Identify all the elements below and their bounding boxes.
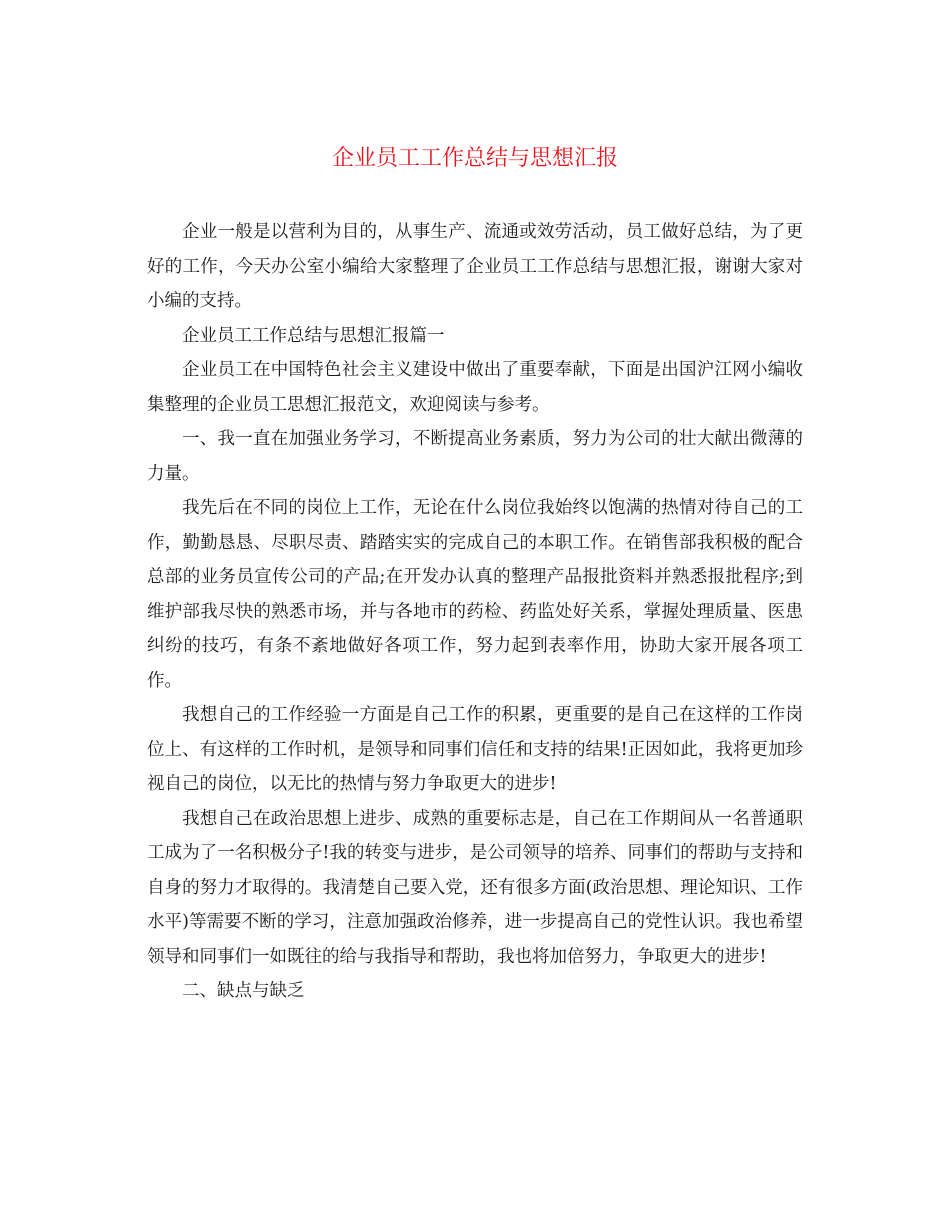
paragraph-intro: 企业一般是以营利为目的，从事生产、流通或效劳活动，员工做好总结，为了更好的工作，今天办公室小编给大家整理了企业员工工作总结与思想汇报，谢谢大家对小编的支持。 <box>147 222 803 311</box>
paragraph-work-experience: 我先后在不同的岗位上工作，无论在什么岗位我始终以饱满的热情对待自己的工作，勤勤恳恳、尽职尽责、踏踏实实的完成自己的本职工作。在销售部我积极的配合总部的业务员宣传公司的产品;在开发办认真的整理产品报批资料并熟悉报批程序;到维护部我尽快的熟悉市场，并与各地市的药检、药监处好关系，掌握处理质量、医患纠纷的技巧，有条不紊地做好各项工作，努力起到表率作用，协助大家开展各项工作。 <box>147 498 803 691</box>
section-heading-part-one: 企业员工工作总结与思想汇报篇一 <box>182 325 445 346</box>
document-title: 企业员工工作总结与思想汇报 <box>331 146 618 171</box>
heading-point-two: 二、缺点与缺乏 <box>182 981 305 1001</box>
paragraph-preface: 企业员工在中国特色社会主义建设中做出了重要奉献，下面是出国沪江网小编收集整理的企业员工思想汇报范文，欢迎阅读与参考。 <box>147 360 803 415</box>
document-body <box>147 215 803 1009</box>
paragraph-political-progress: 我想自己在政治思想上进步、成熟的重要标志是，自己在工作期间从一名普通职工成为了一名积极分子!我的转变与进步，是公司领导的培养、同事们的帮助与支持和自身的努力才取得的。我清楚自己要入党，还有很多方面(政治思想、理论知识、工作水平)等需要不断的学习，注意加强政治修养，进一步提高自己的党性认识。我也希望领导和同事们一如既往的给与我指导和帮助，我也将加倍努力，争取更大的进步! <box>147 808 803 967</box>
paragraph-gratitude: 我想自己的工作经验一方面是自己工作的积累，更重要的是自己在这样的工作岗位上、有这样的工作时机，是领导和同事们信任和支持的结果!正因如此，我将更加珍视自己的岗位，以无比的热情与努力争取更大的进步! <box>147 705 803 794</box>
heading-point-one: 一、我一直在加强业务学习，不断提高业务素质，努力为公司的壮大献出微薄的力量。 <box>147 429 803 484</box>
